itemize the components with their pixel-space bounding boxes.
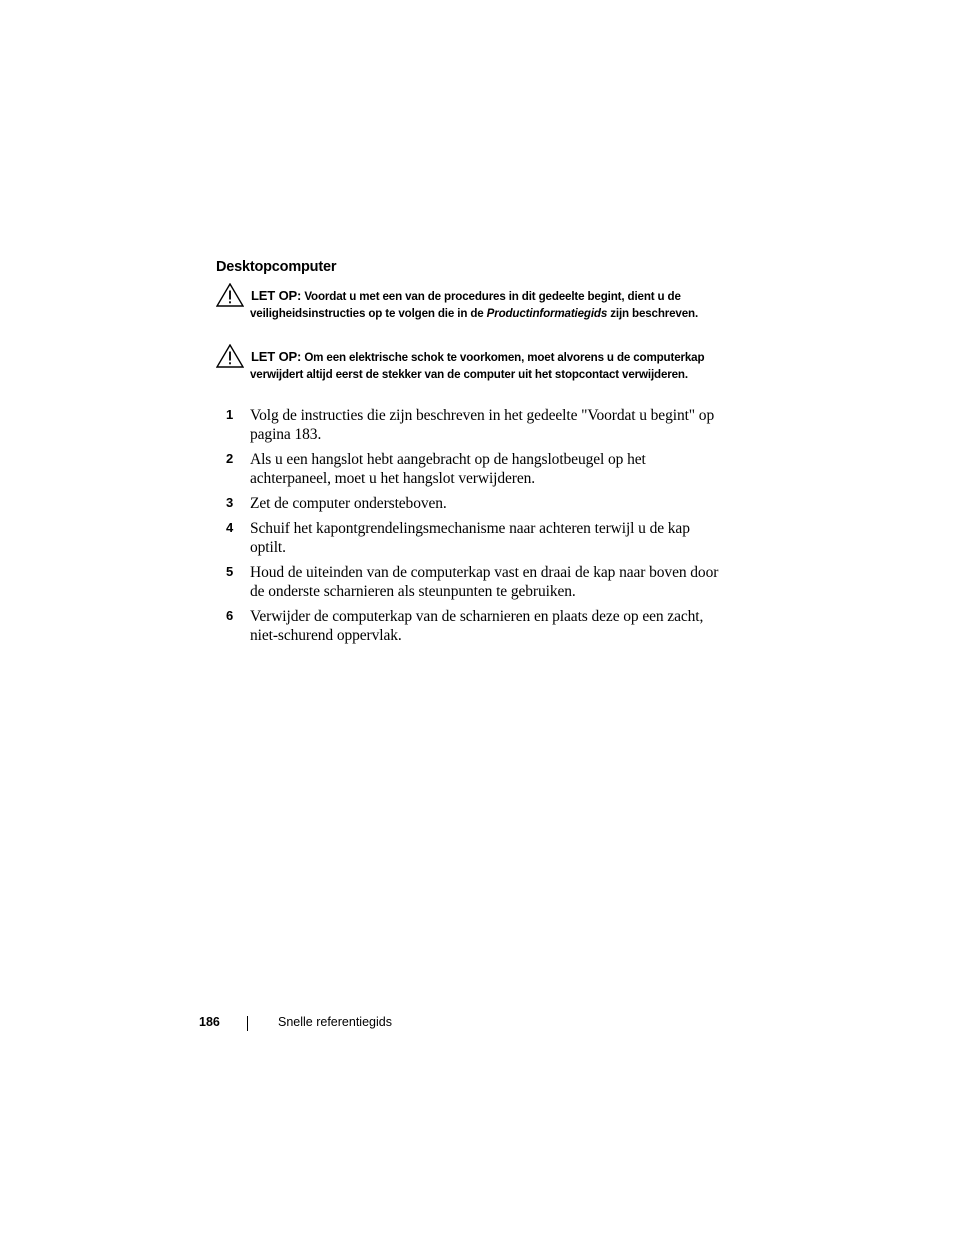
caution-note-2 [216, 348, 716, 383]
caution-label: LET OP: [251, 288, 302, 303]
procedure-steps [216, 406, 726, 651]
step-item [216, 519, 726, 557]
step-item [216, 607, 726, 645]
step-number: 5 [226, 564, 234, 579]
caution-doc-reference: Productinformatiegids [486, 307, 608, 320]
warning-triangle-icon [216, 344, 244, 368]
page-number: 186 [199, 1015, 220, 1029]
step-text: Als u een hangslot hebt aangebracht op de hangslotbeugel op het achterpaneel, moet u het hangslot verwijderen. [250, 451, 646, 487]
step-text: Volg de instructies die zijn beschreven in het gedeelte "Voordat u begint" op pagina 183. [250, 407, 715, 443]
section-heading: Desktopcomputer [216, 259, 337, 275]
footer-doc-title: Snelle referentiegids [278, 1015, 392, 1029]
step-text: Schuif het kapontgrendelingsmechanisme naar achteren terwijl u de kap optilt. [250, 520, 690, 556]
step-number: 6 [226, 608, 234, 623]
step-text: Zet de computer ondersteboven. [250, 495, 447, 512]
step-item [216, 450, 726, 488]
caution-body-end: zijn beschreven. [607, 307, 699, 320]
caution-note-1 [216, 287, 716, 322]
step-number: 4 [226, 520, 234, 535]
step-number: 1 [226, 407, 234, 422]
step-text: Houd de uiteinden van de computerkap vast en draai de kap naar boven door de onderste scharnieren als steunpunten te gebruiken. [250, 564, 719, 600]
step-item [216, 494, 726, 513]
caution-text [250, 348, 716, 383]
caution-body: Om een elektrische schok te voorkomen, moet alvorens u de computerkap verwijdert altijd eerst de stekker van de computer uit het stopcontact verwijderen. [250, 351, 705, 381]
caution-label: LET OP: [251, 349, 302, 364]
step-number: 3 [226, 495, 234, 510]
step-item [216, 406, 726, 444]
footer-divider [247, 1016, 248, 1031]
warning-triangle-icon [216, 283, 244, 307]
step-item [216, 563, 726, 601]
step-text: Verwijder de computerkap van de scharnieren en plaats deze op een zacht, niet-schurend oppervlak. [250, 608, 704, 644]
caution-body: Voordat u met een van de procedures in dit gedeelte begint, dient u de veiligheidsinstructies op te volgen die in de [250, 290, 681, 320]
caution-text [250, 287, 716, 322]
step-number: 2 [226, 451, 234, 466]
